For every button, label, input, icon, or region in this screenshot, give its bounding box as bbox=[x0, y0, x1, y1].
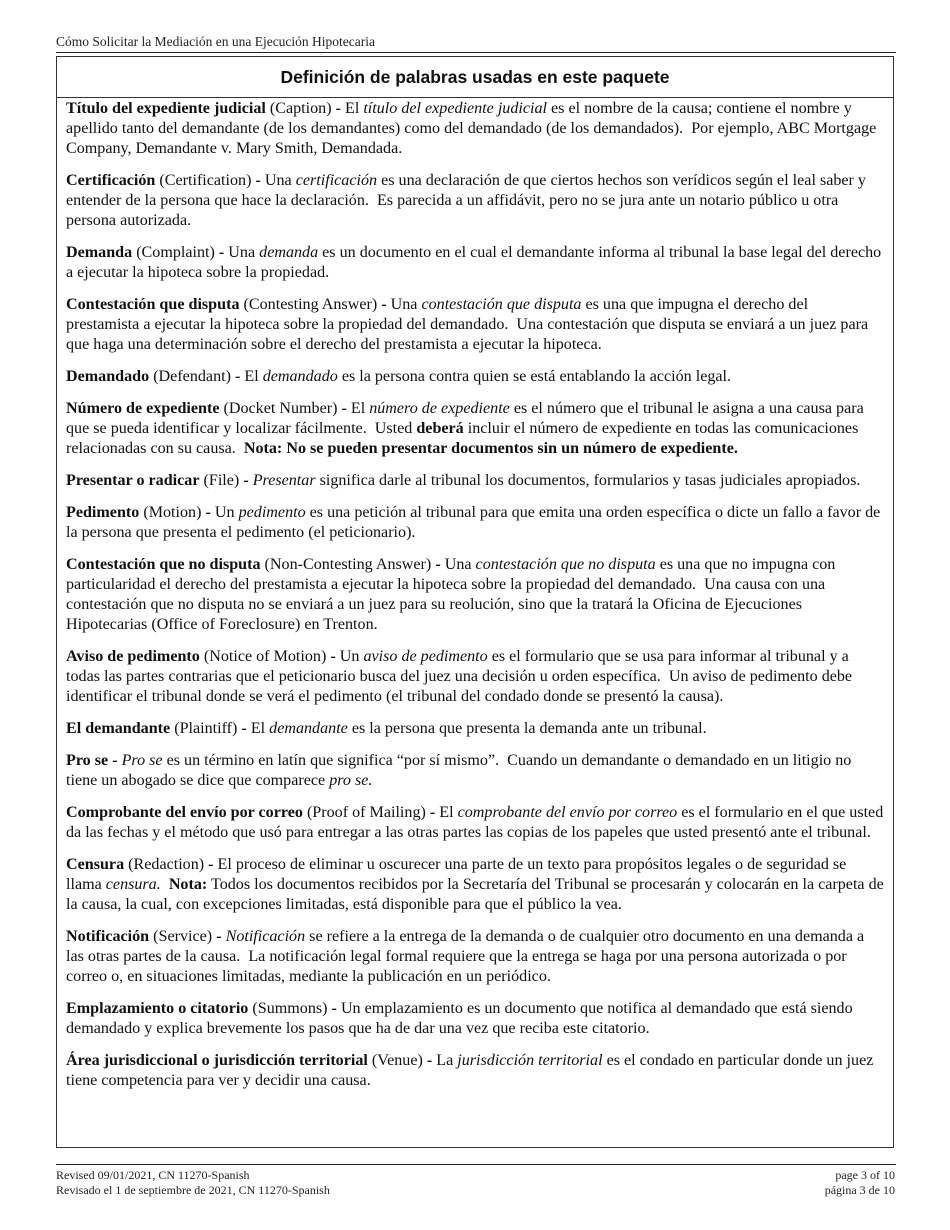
definition-text: Una bbox=[228, 244, 260, 261]
definition-english-term: (Redaction) bbox=[128, 856, 205, 873]
definition-term: Notificación bbox=[66, 928, 150, 945]
footer-revised-es: Revisado el 1 de septiembre de 2021, CN 11270-Spanish bbox=[56, 1182, 330, 1197]
definition-text: Todos los documentos recibidos por la Secretaría del Tribunal se procesarán y colocarán en la carpeta de la causa, la cual, con excepciones limitadas, está disponible para que el público la vea. bbox=[66, 876, 888, 913]
definition-term: Título del expediente judicial bbox=[66, 100, 266, 117]
definition-english-term: (Docket Number) bbox=[223, 400, 338, 417]
definition-entry: El demandante (Plaintiff) - El demandante es la persona que presenta la demanda ante un tribunal. bbox=[66, 720, 707, 737]
definition-text: es la persona que presenta la demanda ante un tribunal. bbox=[347, 720, 707, 737]
definition-text: es un término en latín que significa “por sí mismo”. Cuando un demandante o demandado en un litigio no tiene un abogado se dice que comparece bbox=[66, 752, 856, 789]
definition-english-term: (Proof of Mailing) bbox=[306, 804, 426, 821]
definition-text: Una bbox=[390, 296, 422, 313]
definition-text: censura. bbox=[105, 876, 161, 893]
definition-entry: Pro se - Pro se es un término en latín que significa “por sí mismo”. Cuando un demandante o demandado en un litigio no tiene un abogado se dice que comparece pro se. bbox=[66, 752, 856, 789]
definition-text: El bbox=[344, 100, 364, 117]
footer-page-number bbox=[825, 1168, 895, 1197]
definition-text: El proceso de eliminar u oscurecer una parte de un texto para propósitos legales o de seguridad se llama bbox=[66, 856, 851, 893]
definition-entry: Área jurisdiccional o jurisdicción territorial (Venue) - La jurisdicción territorial es el condado en particular donde un juez tiene competencia para ver y decidir una causa. bbox=[66, 1052, 878, 1089]
definition-english-term: (Motion) bbox=[143, 504, 202, 521]
definition-text: El bbox=[244, 368, 263, 385]
definition-text: contestación que no disputa bbox=[475, 556, 656, 573]
definition-text: es una petición al tribunal para que emita una orden específica o dicte un fallo a favor de la persona que presenta el pedimento (el peticionario). bbox=[66, 504, 885, 541]
definition-term: Pro se bbox=[66, 752, 109, 769]
definition-text: Una bbox=[444, 556, 476, 573]
definition-english-term: (Defendant) bbox=[153, 368, 231, 385]
definition-text: es el formulario que se usa para informar al tribunal y a todas las partes contrarias que el peticionario busca del juez una decisión u orden específica. Un aviso de pedimento debe identificar el tribunal donde se verá el pedimento (el tribunal del condado donde se presentó la causa). bbox=[66, 648, 857, 705]
definition-entry: Presentar o radicar (File) - Presentar significa darle al tribunal los documentos, formularios y tasas judiciales apropiados. bbox=[66, 472, 861, 489]
definition-term: Número de expediente bbox=[66, 400, 220, 417]
definitions-title: Definición de palabras usadas en este paquete bbox=[57, 57, 893, 98]
definition-term: Contestación que disputa bbox=[66, 296, 240, 313]
definition-text: El bbox=[439, 804, 458, 821]
definition-text: Presentar bbox=[252, 472, 316, 489]
definitions-list bbox=[57, 98, 893, 1091]
definition-entry: Emplazamiento o citatorio (Summons) - Un emplazamiento es un documento que notifica al demandado que está siendo demandado y explica brevemente los pasos que ha de dar una vez que reciba este citatorio. bbox=[66, 1000, 857, 1037]
definition-text: título del expediente judicial bbox=[363, 100, 547, 117]
definition-text: demanda bbox=[259, 244, 319, 261]
definition-text: es una que no impugna con particularidad el derecho del prestamista a ejecutar la hipoteca sobre la propiedad del demandado. Una causa con una contestación que no disputa no se enviará a un juez para su reolución, sino que la tratará la Oficina de Ejecuciones Hipotecarias (Office of Foreclosure) en Trenton. bbox=[66, 556, 840, 633]
definition-entry: Notificación (Service) - Notificación se refiere a la entrega de la demanda o de cualquier otro documento en una demanda a las otras partes de la causa. La notificación legal formal requiere que la entrega se haga por una persona autorizada o por correo o, en situaciones limitadas, mediante la publicación en un periódico. bbox=[66, 928, 869, 985]
definition-entry: Certificación (Certification) - Una certificación es una declaración de que ciertos hechos son verídicos según el leal saber y entender de la persona que hace la declaración. Es parecida a un affidávit, pero no se jura ante un notario público u otra persona autorizada. bbox=[66, 172, 870, 229]
definition-text: deberá bbox=[416, 420, 464, 437]
definition-entry: Comprobante del envío por correo (Proof of Mailing) - El comprobante del envío por correo es el formulario en el que usted da las fechas y el método que usó para entregar a las otras partes las copias de los papeles que usted presentó ante el tribunal. bbox=[66, 804, 888, 841]
definition-english-term: (Venue) bbox=[371, 1052, 423, 1069]
footer-revision bbox=[56, 1168, 330, 1197]
definition-text: jurisdicción territorial bbox=[457, 1052, 603, 1069]
definition-text: pro se. bbox=[329, 772, 373, 789]
definition-entry: Demanda (Complaint) - Una demanda es un documento en el cual el demandante informa al tribunal la base legal del derecho a ejecutar la hipoteca sobre la propiedad. bbox=[66, 244, 886, 281]
definition-english-term: (Complaint) bbox=[136, 244, 215, 261]
definition-text: Notificación bbox=[225, 928, 306, 945]
definition-text: Un bbox=[339, 648, 364, 665]
definition-text: certificación bbox=[295, 172, 378, 189]
footer-page-en: page 3 of 10 bbox=[835, 1168, 895, 1182]
definition-text: Nota: bbox=[168, 876, 208, 893]
definition-text: es el condado en particular donde un juez tiene competencia para ver y decidir una causa. bbox=[66, 1052, 878, 1089]
definition-english-term: (Summons) bbox=[252, 1000, 328, 1017]
definition-text: Un emplazamiento es un documento que notifica al demandado que está siendo demandado y explica brevemente los pasos que ha de dar una vez que reciba este citatorio. bbox=[66, 1000, 857, 1037]
definition-text: El bbox=[250, 720, 270, 737]
definition-text: El bbox=[350, 400, 370, 417]
definition-text: es una declaración de que ciertos hechos son verídicos según el leal saber y entender de la persona que hace la declaración. Es parecida a un affidávit, pero no se jura ante un notario público u otra persona autorizada. bbox=[66, 172, 870, 229]
definition-text: Una bbox=[264, 172, 296, 189]
definition-text: aviso de pedimento bbox=[363, 648, 488, 665]
definition-text: comprobante del envío por correo bbox=[457, 804, 678, 821]
definition-english-term: (Contesting Answer) bbox=[243, 296, 378, 313]
definition-entry: Título del expediente judicial (Caption) - El título del expediente judicial es el nombre de la causa; contiene el nombre y apellido tanto del demandante (de los demandantes) como del demandado (de los demandados). Por ejemplo, ABC Mortgage Company, Demandante v. Mary Smith, Demandada. bbox=[66, 100, 881, 157]
definition-text: es un documento en el cual el demandante informa al tribunal la base legal del derecho a ejecutar la hipoteca sobre la propiedad. bbox=[66, 244, 886, 281]
definition-term: Certificación bbox=[66, 172, 156, 189]
definition-text: pedimento bbox=[238, 504, 306, 521]
definition-text: demandado bbox=[262, 368, 338, 385]
definition-text: es el formulario en el que usted da las fechas y el método que usó para entregar a las otras partes las copias de los papeles que usted presentó ante el tribunal. bbox=[66, 804, 888, 841]
definition-text: Pro se bbox=[121, 752, 163, 769]
definition-text: demandante bbox=[269, 720, 348, 737]
definition-term: Emplazamiento o citatorio bbox=[66, 1000, 249, 1017]
definition-term: Censura bbox=[66, 856, 125, 873]
definition-entry: Pedimento (Motion) - Un pedimento es una petición al tribunal para que emita una orden específica o dicte un fallo a favor de la persona que presenta el pedimento (el peticionario). bbox=[66, 504, 885, 541]
definition-english-term: (Service) bbox=[153, 928, 213, 945]
definition-term: Demandado bbox=[66, 368, 150, 385]
footer-revised-en: Revised 09/01/2021, CN 11270-Spanish bbox=[56, 1168, 250, 1182]
running-header: Cómo Solicitar la Mediación en una Ejecución Hipotecaria bbox=[56, 34, 376, 49]
header-rule bbox=[56, 52, 896, 53]
definition-english-term: (Plaintiff) bbox=[174, 720, 238, 737]
definition-text: contestación que disputa bbox=[421, 296, 582, 313]
definition-term: Área jurisdiccional o jurisdicción territorial bbox=[66, 1052, 368, 1069]
definition-text: número de expediente bbox=[369, 400, 510, 417]
definition-text bbox=[161, 876, 169, 893]
definition-term: Presentar o radicar bbox=[66, 472, 200, 489]
definition-text: significa darle al tribunal los documentos, formularios y tasas judiciales apropiados. bbox=[315, 472, 861, 489]
definition-term: El demandante bbox=[66, 720, 171, 737]
definition-text: incluir el número de expediente en todas las comunicaciones relacionadas con su causa. bbox=[66, 420, 863, 457]
definition-english-term: (Caption) bbox=[269, 100, 332, 117]
definition-term: Contestación que no disputa bbox=[66, 556, 261, 573]
definition-term: Comprobante del envío por correo bbox=[66, 804, 303, 821]
definition-entry: Demandado (Defendant) - El demandado es la persona contra quien se está entablando la acción legal. bbox=[66, 368, 732, 385]
definition-text: es una que impugna el derecho del prestamista a ejecutar la hipoteca sobre la propiedad del demandado. Una contestación que disputa se enviará a un juez para que haga una determinación sobre el derecho del prestamista a ejecutar la hipoteca. bbox=[66, 296, 873, 353]
definitions-box bbox=[56, 56, 894, 1148]
definition-term: Aviso de pedimento bbox=[66, 648, 200, 665]
definition-entry: Número de expediente (Docket Number) - El número de expediente es el número que el tribunal le asigna a una causa para que se pueda identificar y localizar fácilmente. Usted deberá incluir el número de expediente en todas las comunicaciones relacionadas con su causa. Nota: No se pueden presentar documentos sin un número de expediente. bbox=[66, 400, 868, 457]
definition-text: Nota: No se pueden presentar documentos sin un número de expediente. bbox=[243, 440, 738, 457]
definition-entry: Contestación que disputa (Contesting Answer) - Una contestación que disputa es una que impugna el derecho del prestamista a ejecutar la hipoteca sobre la propiedad del demandado. Una contestación que disputa se enviará a un juez para que haga una determinación sobre el derecho del prestamista a ejecutar la hipoteca. bbox=[66, 296, 873, 353]
definition-english-term: (Notice of Motion) bbox=[203, 648, 327, 665]
definition-text: es el número que el tribunal le asigna a una causa para que se pueda identificar y localizar fácilmente. Usted bbox=[66, 400, 868, 437]
definition-entry: Censura (Redaction) - El proceso de eliminar u oscurecer una parte de un texto para propósitos legales o de seguridad se llama censura. Nota: Todos los documentos recibidos por la Secretaría del Tribunal se procesarán y colocarán en la carpeta de la causa, la cual, con excepciones limitadas, está disponible para que el público la vea. bbox=[66, 856, 888, 913]
definition-term: Pedimento bbox=[66, 504, 140, 521]
definition-text: es la persona contra quien se está entablando la acción legal. bbox=[337, 368, 732, 385]
definition-entry: Aviso de pedimento (Notice of Motion) - Un aviso de pedimento es el formulario que se usa para informar al tribunal y a todas las partes contrarias que el peticionario busca del juez una decisión u orden específica. Un aviso de pedimento debe identificar el tribunal donde se verá el pedimento (el tribunal del condado donde se presentó la causa). bbox=[66, 648, 857, 705]
definition-term: Demanda bbox=[66, 244, 133, 261]
definition-english-term: (Certification) bbox=[159, 172, 252, 189]
definition-text: La bbox=[436, 1052, 458, 1069]
footer-page-es: página 3 de 10 bbox=[824, 1182, 895, 1197]
definition-english-term: (Non-Contesting Answer) bbox=[264, 556, 432, 573]
definition-text: es el nombre de la causa; contiene el nombre y apellido tanto del demandante (de los demandantes) como del demandado (de los demandados). Por ejemplo, ABC Mortgage Company, Demandante v. Mary Smith, Demandada. bbox=[66, 100, 881, 157]
definition-text: se refiere a la entrega de la demanda o de cualquier otro documento en una demanda a las otras partes de la causa. La notificación legal formal requiere que la entrega se haga por una persona autorizada o por correo o, en situaciones limitadas, mediante la publicación en un periódico. bbox=[66, 928, 869, 985]
definition-english-term: (File) bbox=[203, 472, 240, 489]
definition-entry: Contestación que no disputa (Non-Contesting Answer) - Una contestación que no disputa es una que no impugna con particularidad el derecho del prestamista a ejecutar la hipoteca sobre la propiedad del demandado. Una causa con una contestación que no disputa no se enviará a un juez para su reolución, sino que la tratará la Oficina de Ejecuciones Hipotecarias (Office of Foreclosure) en Trenton. bbox=[66, 556, 840, 633]
definition-text: Un bbox=[214, 504, 239, 521]
footer-rule bbox=[56, 1164, 896, 1165]
